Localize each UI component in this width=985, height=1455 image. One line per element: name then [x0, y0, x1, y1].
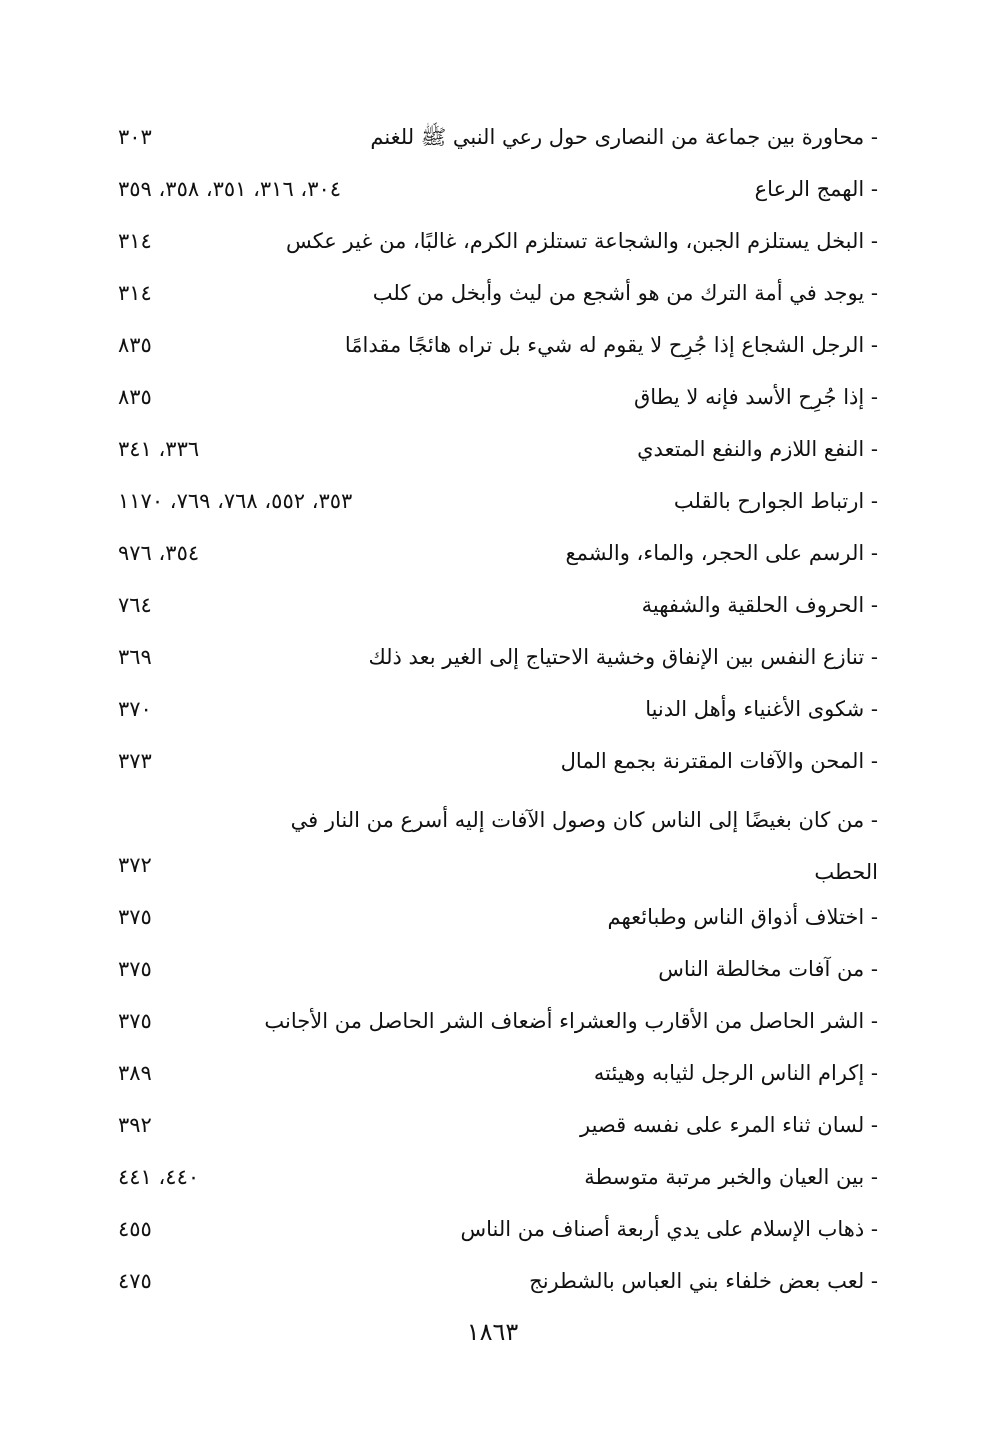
index-entry [118, 170, 878, 222]
entry-page-refs: ٧٦٤ [118, 593, 152, 617]
entry-page-refs: ٣٦٩ [118, 645, 152, 669]
entry-page-refs: ٣٧٢ [118, 853, 152, 877]
index-entry [118, 1002, 878, 1054]
index-entry [118, 690, 878, 742]
entry-page-refs: ٣٠٣ [118, 125, 152, 149]
entry-page-refs: ٣٣٦، ٣٤١ [118, 437, 200, 461]
index-entry [118, 326, 878, 378]
entry-topic: - الهمج الرعاع [754, 177, 878, 201]
entry-topic: - الرجل الشجاع إذا جُرِح لا يقوم له شيء بل تراه هائجًا مقدامًا [344, 333, 878, 357]
index-entry [118, 898, 878, 950]
index-entry [118, 1054, 878, 1106]
entry-page-refs: ٨٣٥ [118, 333, 152, 357]
index-entry [118, 742, 878, 794]
entry-page-refs: ٣٥٣، ٥٥٢، ٧٦٨، ٧٦٩، ١١٧٠ [118, 489, 353, 513]
entry-page-refs: ٣١٤ [118, 281, 152, 305]
entry-page-refs: ٣١٤ [118, 229, 152, 253]
entry-page-refs: ٣٧٥ [118, 905, 152, 929]
entry-topic: - لعب بعض خلفاء بني العباس بالشطرنج [529, 1269, 878, 1293]
entry-page-refs: ٣٥٤، ٩٧٦ [118, 541, 200, 565]
entry-topic: - بين العيان والخبر مرتبة متوسطة [584, 1165, 878, 1189]
entry-page-refs: ٤٤٠، ٤٤١ [118, 1165, 200, 1189]
entry-page-refs: ٣٧٥ [118, 957, 152, 981]
entry-topic: - إذا جُرِح الأسد فإنه لا يطاق [633, 385, 878, 409]
entry-topic: - الرسم على الحجر، والماء، والشمع [565, 541, 878, 565]
entry-page-refs: ٣٨٩ [118, 1061, 152, 1085]
entry-topic: - من كان بغيضًا إلى الناس كان وصول الآفات إليه أسرع من النار في الحطب [290, 808, 878, 884]
entry-page-refs: ٣٩٢ [118, 1113, 152, 1137]
index-entry [118, 586, 878, 638]
index-list [118, 118, 878, 1314]
index-entry [118, 950, 878, 1002]
index-entry [118, 794, 878, 898]
entry-topic: - الشر الحاصل من الأقارب والعشراء أضعاف الشر الحاصل من الأجانب [264, 1009, 878, 1033]
index-entry [118, 118, 878, 170]
entry-topic: - إكرام الناس الرجل لثيابه وهيئته [593, 1061, 878, 1085]
index-entry [118, 1106, 878, 1158]
entry-topic: - المحن والآفات المقترنة بجمع المال [560, 749, 878, 773]
index-entry [118, 430, 878, 482]
entry-topic: - النفع اللازم والنفع المتعدي [637, 437, 878, 461]
entry-topic: - شكوى الأغنياء وأهل الدنيا [645, 697, 878, 721]
entry-topic: - يوجد في أمة الترك من هو أشجع من ليث وأبخل من كلب [372, 281, 878, 305]
index-entry [118, 378, 878, 430]
index-entry [118, 534, 878, 586]
entry-topic: - تنازع النفس بين الإنفاق وخشية الاحتياج إلى الغير بعد ذلك [368, 645, 878, 669]
entry-topic: - ارتباط الجوارح بالقلب [673, 489, 878, 513]
entry-page-refs: ٣٧٥ [118, 1009, 152, 1033]
entry-page-refs: ٤٧٥ [118, 1269, 152, 1293]
entry-page-refs: ٣٧٠ [118, 697, 152, 721]
entry-topic: - اختلاف أذواق الناس وطبائعهم [607, 905, 878, 929]
entry-topic: - من آفات مخالطة الناس [658, 957, 878, 981]
entry-topic: - ذهاب الإسلام على يدي أربعة أصناف من الناس [460, 1217, 878, 1241]
entry-topic: - الحروف الحلقية والشفهية [641, 593, 878, 617]
entry-topic: - لسان ثناء المرء على نفسه قصير [579, 1113, 878, 1137]
entry-topic: - محاورة بين جماعة من النصارى حول رعي النبي ﷺ للغنم [370, 125, 878, 149]
index-entry [118, 1210, 878, 1262]
index-entry [118, 638, 878, 690]
entry-page-refs: ٣٠٤، ٣١٦، ٣٥١، ٣٥٨، ٣٥٩ [118, 177, 342, 201]
index-entry [118, 1262, 878, 1314]
entry-page-refs: ٨٣٥ [118, 385, 152, 409]
page-number: ١٨٦٣ [466, 1318, 519, 1346]
index-entry [118, 274, 878, 326]
index-entry [118, 482, 878, 534]
entry-topic: - البخل يستلزم الجبن، والشجاعة تستلزم الكرم، غالبًا، من غير عكس [285, 229, 878, 253]
entry-page-refs: ٤٥٥ [118, 1217, 152, 1241]
entry-page-refs: ٣٧٣ [118, 749, 152, 773]
index-entry [118, 1158, 878, 1210]
index-entry [118, 222, 878, 274]
